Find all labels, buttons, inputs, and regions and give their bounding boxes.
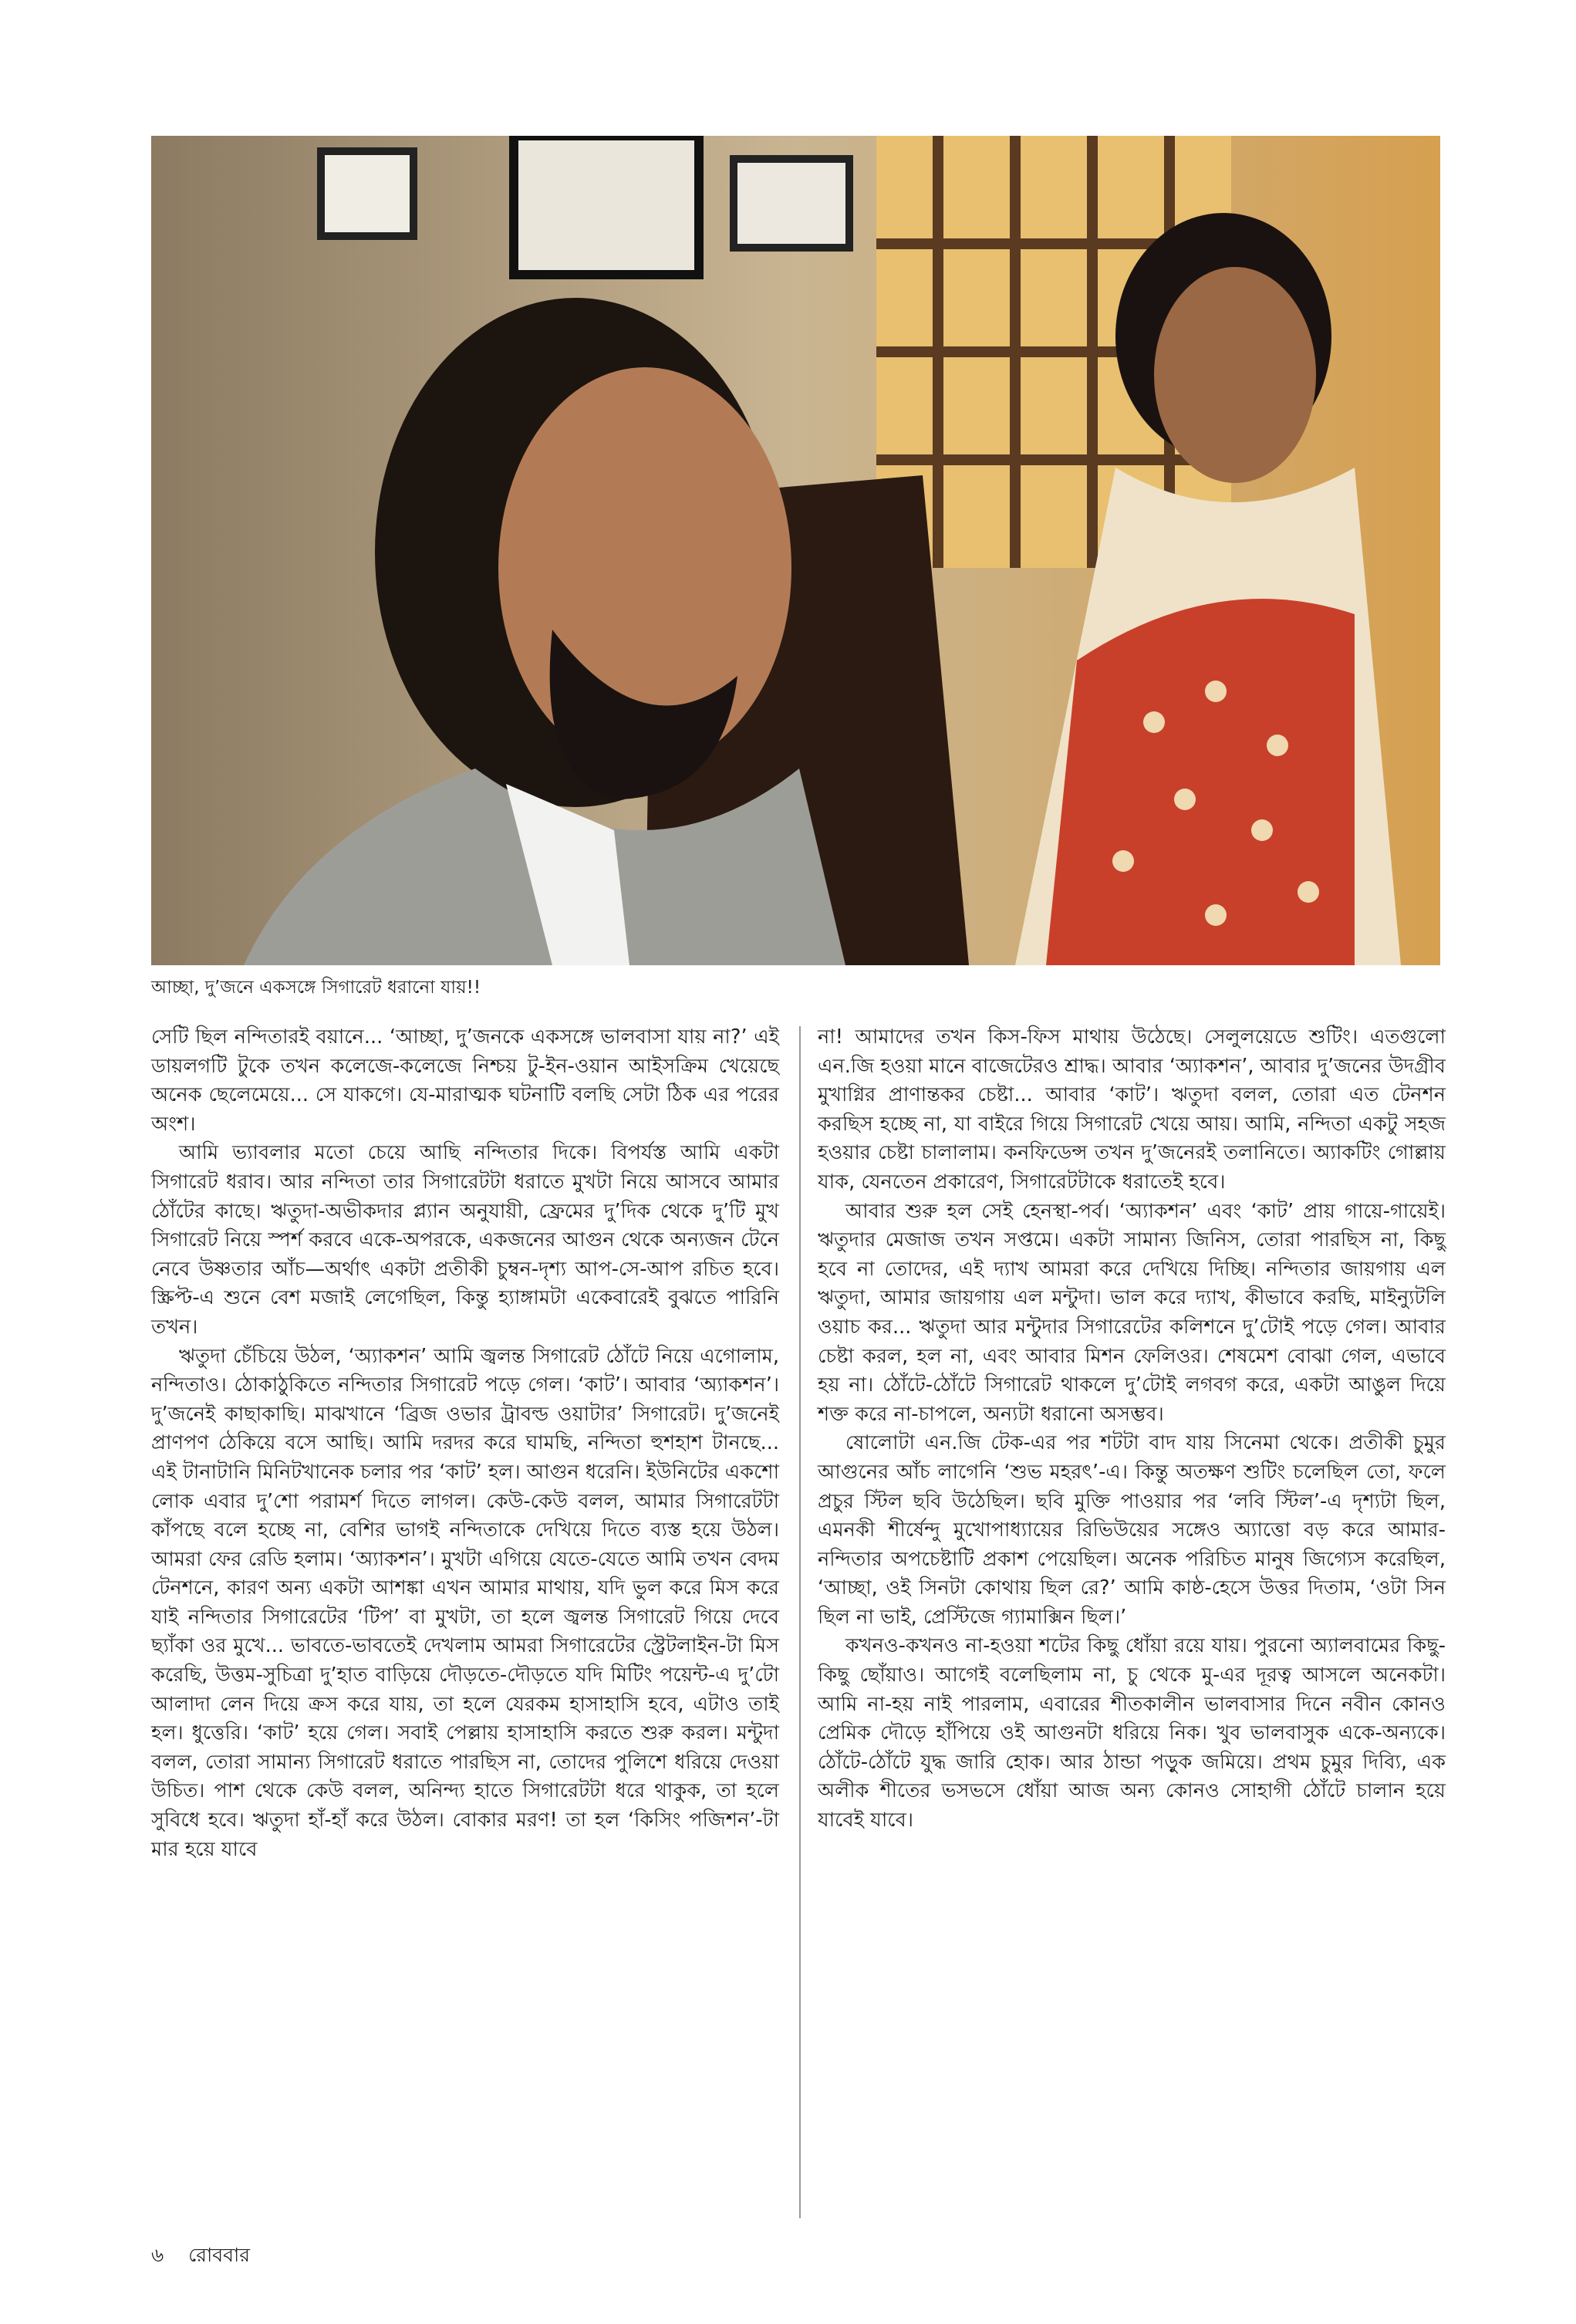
film-still-image-icon bbox=[151, 136, 1440, 965]
paragraph: না! আমাদের তখন কিস-ফিস মাথায় উঠেছে। সেলুলয়েডে শুটিং। এতগুলো এন.জি হওয়া মানে বাজেটেরও শ্রাদ্ধ। আবার ‘অ্যাকশন’, আবার দু’জনের উদগ্রীব মুখাগ্নির প্রাণান্তকর চেষ্টা... আবার ‘কাট’। ঋতুদা বলল, তোরা এত টেনশন করছিস হচ্ছে না, যা বাইরে গিয়ে সিগারেট খেয়ে আয়। আমি, নন্দিতা একটু সহজ হওয়ার চেষ্টা চালালাম। কনফিডেন্স তখন দু’জনেরই তলানিতে। অ্যাকটিং গোল্লায় যাক, যেনতেন প্রকারেণ, সিগারেটটাকে ধরাতেই হবে। bbox=[818, 1025, 1446, 1194]
page-number: ৬ bbox=[151, 2244, 164, 2266]
paragraph: ঋতুদা চেঁচিয়ে উঠল, ‘অ্যাকশন’ আমি জ্বলন্ত সিগারেট ঠোঁটে নিয়ে এগোলাম, নন্দিতাও। ঠোকাঠুকিতে নন্দিতার সিগারেট পড়ে গেল। ‘কাট’। আবার ‘অ্যাকশন’। দু’জনেই কাছাকাছি। মাঝখানে ‘ব্রিজ ওভার ট্রাবল্ড ওয়াটার’ সিগারেট। দু’জনেই প্রাণপণ ঠেকিয়ে বসে আছি। আমি দরদর করে ঘামছি, নন্দিতা হুশহাশ টানছে... এই টানাটানি মিনিটখানেক চলার পর ‘কাট’ হল। আগুন ধরেনি। ইউনিটের একশো লোক এবার দু’শো পরামর্শ দিতে লাগল। কেউ-কেউ বলল, আমার সিগারেটটা কাঁপছে বলে হচ্ছে না, বেশির ভাগই নন্দিতাকে দেখিয়ে দিতে ব্যস্ত হয়ে উঠল। আমরা ফের রেডি হলাম। ‘অ্যাকশন’। মুখটা এগিয়ে যেতে-যেতে আমি তখন বেদম টেনশনে, কারণ অন্য একটা আশঙ্কা এখন আমার মাথায়, যদি ভুল করে মিস করে যাই নন্দিতার সিগারেটের ‘টিপ’ বা মুখটা, তা হলে জ্বলন্ত সিগারেট গিয়ে দেবে ছ্যাঁকা ওর মুখে... ভাবতে-ভাবতেই দেখলাম আমরা সিগারেটের স্ট্রেটলাইন-টা মিস করেছি, উত্তম-সুচিত্রা দু’হাত বাড়িয়ে দৌড়তে-দৌড়তে যদি মিটিং পয়েন্ট-এ দু’টো আলাদা লেন দিয়ে ক্রস করে যায়, তা হলে যেরকম হাসাহাসি হবে, এটাও তাই হল। ধুত্তেরি। ‘কাট’ হয়ে গেল। সবাই পেল্লায় হাসাহাসি করতে শুরু করল। মন্টুদা বলল, তোরা সামান্য সিগারেট ধরাতে পারছিস না, তোদের পুলিশে ধরিয়ে দেওয়া উচিত। পাশ থেকে কেউ বলল, অনিন্দ্য হাতে সিগারেটটা ধরে থাকুক, তা হলে সুবিধে হবে। ঋতুদা হাঁ-হাঁ করে উঠল। বোকার মরণ! তা হল ‘কিসিং পজিশন’-টা মার হয়ে যাবে bbox=[151, 1344, 779, 1861]
paragraph: ষোলোটা এন.জি টেক-এর পর শটটা বাদ যায় সিনেমা থেকে। প্রতীকী চুমুর আগুনের আঁচ লাগেনি ‘শুভ মহরৎ’-এ। কিন্তু অতক্ষণ শুটিং চলেছিল তো, ফলে প্রচুর স্টিল ছবি উঠেছিল। ছবি মুক্তি পাওয়ার পর ‘লবি স্টিল’-এ দৃশ্যটা ছিল, এমনকী শীর্ষেন্দু মুখোপাধ্যায়ের রিভিউয়ের সঙ্গেও অ্যাত্তো বড় করে আমার-নন্দিতার অপচেষ্টাটি প্রকাশ পেয়েছিল। অনেক পরিচিত মানুষ জিগ্যেস করেছিল, ‘আচ্ছা, ওই সিনটা কোথায় ছিল রে?’ আমি কাষ্ঠ-হেসে উত্তর দিতাম, ‘ওটা সিন ছিল না ভাই, প্রেস্টিজে গ্যামাক্সিন ছিল।’ bbox=[818, 1431, 1446, 1629]
article-column-right bbox=[818, 1023, 1446, 1836]
paragraph: কখনও-কখনও না-হওয়া শটের কিছু ধোঁয়া রয়ে যায়। পুরনো অ্যালবামের কিছু-কিছু ছোঁয়াও। আগেই বলেছিলাম না, চু থেকে মু-এর দূরত্ব আসলে অনেকটা। আমি না-হয় নাই পারলাম, এবারের শীতকালীন ভালবাসার দিনে নবীন কোনও প্রেমিক দৌড়ে হাঁপিয়ে ওই আগুনটা ধরিয়ে নিক। খুব ভালবাসুক একে-অন্যকে। ঠোঁটে-ঠোঁটে যুদ্ধ জারি হোক। আর ঠান্ডা পড়ুক জমিয়ে। প্রথম চুমুর দিব্যি, এক অলীক শীতের ভসভসে ধোঁয়া আজ অন্য কোনও সোহাগী ঠোঁটে চালান হয়ে যাবেই যাবে। bbox=[818, 1634, 1446, 1833]
page-footer bbox=[151, 2242, 250, 2268]
film-still-photo bbox=[151, 136, 1440, 965]
publication-name: রোববার bbox=[188, 2244, 251, 2266]
column-divider bbox=[799, 1026, 801, 2218]
paragraph: আবার শুরু হল সেই হেনস্থা-পর্ব। ‘অ্যাকশন’ এবং ‘কাট’ প্রায় গায়ে-গায়েই। ঋতুদার মেজাজ তখন সপ্তমে। একটা সামান্য জিনিস, তোরা পারছিস না, কিছু হবে না তোদের, এই দ্যাখ আমরা করে দেখিয়ে দিচ্ছি। নন্দিতার জায়গায় এল ঋতুদা, আমার জায়গায় এল মন্টুদা। ভাল করে দ্যাখ, কীভাবে করছি, মাইন্যুটলি ওয়াচ কর... ঋতুদা আর মন্টুদার সিগারেটের কলিশনে দু’টোই পড়ে গেল। আবার চেষ্টা করল, হল না, এবং আবার মিশন ফেলিওর। শেষমেশ বোঝা গেল, এভাবে হয় না। ঠোঁটে-ঠোঁটে সিগারেট থাকলে দু’টোই লগবগ করে, একটা আঙুল দিয়ে শক্ত করে না-চাপলে, অন্যটা ধরানো অসম্ভব। bbox=[818, 1199, 1446, 1426]
paragraph: আমি ভ্যাবলার মতো চেয়ে আছি নন্দিতার দিকে। বিপর্যস্ত আমি একটা সিগারেট ধরাব। আর নন্দিতা তার সিগারেটটা ধরাতে মুখটা নিয়ে আসবে আমার ঠোঁটের কাছে। ঋতুদা-অভীকদার প্ল্যান অনুযায়ী, ফ্রেমের দু’দিক থেকে দু’টি মুখ সিগারেট নিয়ে স্পর্শ করবে একে-অপরকে, একজনের আগুন থেকে অন্যজন টেনে নেবে উষ্ণতার আঁচ—অর্থাৎ একটা প্রতীকী চুম্বন-দৃশ্য আপ-সে-আপ রচিত হবে। স্ক্রিপ্ট-এ শুনে বেশ মজাই লেগেছিল, কিন্তু হ্যাঙ্গামটা একেবারেই বুঝতে পারিনি তখন। bbox=[151, 1141, 779, 1339]
article-column-left bbox=[151, 1023, 779, 1864]
paragraph: সেটি ছিল নন্দিতারই বয়ানে... ‘আচ্ছা, দু’জনকে একসঙ্গে ভালবাসা যায় না?’ এই ডায়লগটি টুকে তখন কলেজে-কলেজে নিশ্চয় টু-ইন-ওয়ান আইসক্রিম খেয়েছে অনেক ছেলেমেয়ে... সে যাকগে। যে-মারাত্মক ঘটনাটি বলছি সেটা ঠিক এর পরের অংশ। bbox=[151, 1025, 779, 1136]
photo-caption: আচ্ছা, দু’জনে একসঙ্গে সিগারেট ধরানো যায়!! bbox=[151, 978, 481, 998]
